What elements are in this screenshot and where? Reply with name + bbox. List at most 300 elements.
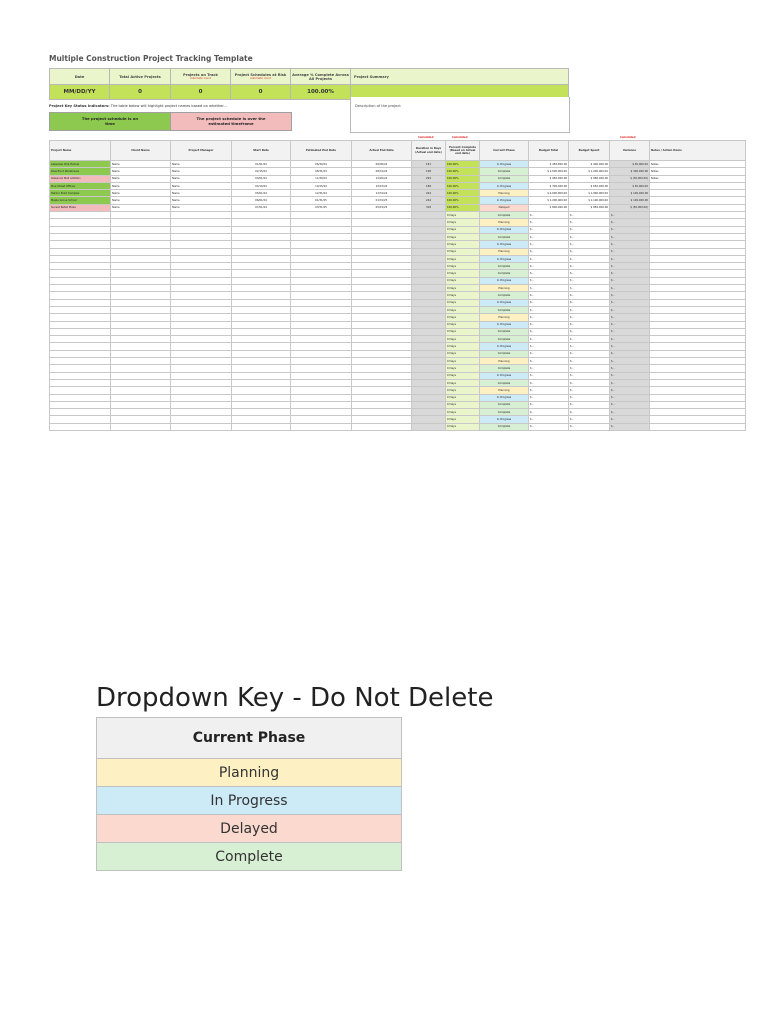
table-cell[interactable] [232,292,291,299]
table-cell[interactable] [352,358,412,365]
table-cell[interactable]: $ - [569,255,610,262]
table-cell[interactable] [650,226,746,233]
table-cell[interactable] [291,299,352,306]
table-cell[interactable]: In Progress [480,343,529,350]
table-cell[interactable]: Name [171,168,232,175]
table-cell[interactable] [111,277,171,284]
table-cell[interactable] [650,299,746,306]
table-cell[interactable] [232,409,291,416]
table-cell[interactable]: 06/30/24 [352,161,412,168]
table-cell[interactable] [291,292,352,299]
table-cell[interactable] [352,233,412,240]
table-cell[interactable] [232,423,291,430]
table-cell[interactable]: 12/20/24 [352,175,412,182]
table-cell[interactable] [291,379,352,386]
table-cell[interactable] [291,255,352,262]
table-cell[interactable]: 12/31/24 [291,190,352,197]
table-cell[interactable] [291,233,352,240]
table-cell[interactable]: $ - [569,328,610,335]
table-cell[interactable] [232,321,291,328]
table-cell[interactable] [50,248,111,255]
table-cell[interactable] [111,314,171,321]
table-cell[interactable] [352,372,412,379]
table-cell[interactable] [171,314,232,321]
table-cell[interactable] [291,248,352,255]
table-cell[interactable] [50,350,111,357]
table-cell[interactable]: Complete [480,336,529,343]
table-cell[interactable] [50,233,111,240]
table-cell[interactable] [111,299,171,306]
table-cell[interactable] [232,401,291,408]
table-cell[interactable]: $ - [529,299,569,306]
table-cell[interactable]: Complete [480,175,529,182]
table-cell[interactable] [352,277,412,284]
table-cell[interactable]: 05/15/25 [352,204,412,211]
table-cell[interactable] [650,328,746,335]
table-cell[interactable] [111,409,171,416]
table-cell[interactable] [232,387,291,394]
table-cell[interactable] [650,379,746,386]
table-cell[interactable]: 01/31/25 [352,197,412,204]
table-cell[interactable] [111,336,171,343]
table-cell[interactable] [232,263,291,270]
table-cell[interactable]: Complete [480,409,529,416]
table-cell[interactable]: $ - [529,255,569,262]
table-cell[interactable] [352,387,412,394]
table-cell[interactable]: $ - [569,409,610,416]
table-cell[interactable] [352,219,412,226]
table-cell[interactable]: Notes [650,161,746,168]
table-cell[interactable] [650,233,746,240]
table-cell[interactable]: $ - [569,394,610,401]
table-cell[interactable]: $ - [569,219,610,226]
table-cell[interactable] [352,270,412,277]
table-cell[interactable] [111,248,171,255]
table-cell[interactable] [291,212,352,219]
table-cell[interactable] [111,343,171,350]
table-cell[interactable] [352,299,412,306]
table-cell[interactable]: $ - [529,365,569,372]
table-cell[interactable] [650,285,746,292]
table-cell[interactable]: $ - [569,416,610,423]
table-cell[interactable] [50,321,111,328]
table-cell[interactable]: Complete [480,168,529,175]
table-cell[interactable] [50,379,111,386]
table-cell[interactable]: 10/15/24 [291,182,352,189]
table-cell[interactable] [352,241,412,248]
table-cell[interactable] [232,350,291,357]
table-cell[interactable] [50,358,111,365]
table-cell[interactable] [352,255,412,262]
table-cell[interactable] [50,270,111,277]
table-cell[interactable]: In Progress [480,161,529,168]
table-cell[interactable]: Planning [480,190,529,197]
table-cell[interactable] [50,219,111,226]
table-cell[interactable]: Complete [480,270,529,277]
table-cell[interactable]: 11/30/24 [291,175,352,182]
table-cell[interactable] [650,394,746,401]
table-cell[interactable]: $ - [529,233,569,240]
table-cell[interactable] [291,409,352,416]
table-cell[interactable] [111,394,171,401]
table-cell[interactable]: Name [111,197,171,204]
table-cell[interactable] [232,365,291,372]
table-cell[interactable] [111,241,171,248]
table-cell[interactable]: $ - [569,306,610,313]
table-cell[interactable] [650,423,746,430]
table-cell[interactable]: $ - [529,401,569,408]
table-cell[interactable] [111,358,171,365]
table-cell[interactable]: $ - [569,336,610,343]
table-cell[interactable] [352,394,412,401]
table-cell[interactable]: $ - [529,379,569,386]
table-cell[interactable] [171,285,232,292]
table-cell[interactable] [650,292,746,299]
table-cell[interactable]: Planning [480,387,529,394]
table-cell[interactable] [291,358,352,365]
table-cell[interactable]: $ - [569,226,610,233]
table-cell[interactable] [352,336,412,343]
table-cell[interactable] [650,306,746,313]
table-cell[interactable] [291,285,352,292]
table-cell[interactable]: $ - [529,270,569,277]
table-cell[interactable]: Name [111,161,171,168]
table-cell[interactable] [291,387,352,394]
table-cell[interactable] [232,358,291,365]
table-cell[interactable]: $ - [569,263,610,270]
table-cell[interactable]: In Progress [480,321,529,328]
table-cell[interactable]: 03/01/24 [232,175,291,182]
table-cell[interactable] [171,241,232,248]
table-cell[interactable] [171,299,232,306]
table-cell[interactable] [171,372,232,379]
table-cell[interactable] [50,423,111,430]
table-cell[interactable]: $ - [569,321,610,328]
table-cell[interactable] [232,226,291,233]
table-cell[interactable]: 12/31/24 [352,190,412,197]
table-cell[interactable]: In Progress [480,277,529,284]
table-cell[interactable] [111,350,171,357]
table-cell[interactable] [50,306,111,313]
table-cell[interactable] [650,350,746,357]
table-cell[interactable]: $ 1,500,000.00 [529,168,569,175]
table-cell[interactable]: $ 2,000,000.00 [529,190,569,197]
table-cell[interactable] [50,343,111,350]
table-cell[interactable] [352,423,412,430]
table-cell[interactable] [50,372,111,379]
table-cell[interactable] [352,285,412,292]
table-cell[interactable]: In Progress [480,372,529,379]
table-cell[interactable]: In Progress [480,182,529,189]
table-cell[interactable] [50,328,111,335]
table-cell[interactable] [111,212,171,219]
table-cell[interactable] [171,409,232,416]
table-cell[interactable]: $ - [529,394,569,401]
table-cell[interactable] [650,182,746,189]
table-cell[interactable] [650,343,746,350]
table-cell[interactable]: $ 400,000.00 [569,161,610,168]
table-cell[interactable] [232,372,291,379]
table-cell[interactable]: 05/01/24 [232,190,291,197]
table-cell[interactable] [352,248,412,255]
table-cell[interactable] [50,226,111,233]
table-cell[interactable]: $ 850,000.00 [569,204,610,211]
table-cell[interactable] [171,321,232,328]
table-cell[interactable]: 01/01/24 [232,161,291,168]
table-cell[interactable]: In Progress [480,241,529,248]
table-cell[interactable]: 06/30/24 [291,161,352,168]
table-cell[interactable]: $ - [569,248,610,255]
table-cell[interactable]: Complete [480,365,529,372]
table-cell[interactable]: $ - [529,343,569,350]
table-cell[interactable] [232,394,291,401]
table-cell[interactable] [232,255,291,262]
table-cell[interactable] [50,263,111,270]
table-cell[interactable] [352,321,412,328]
table-cell[interactable] [232,270,291,277]
table-cell[interactable] [291,306,352,313]
table-cell[interactable]: $ - [529,241,569,248]
table-cell[interactable]: Name [111,168,171,175]
table-cell[interactable]: Notes [650,175,746,182]
table-cell[interactable] [291,263,352,270]
table-cell[interactable]: Complete [480,233,529,240]
table-cell[interactable] [111,226,171,233]
table-cell[interactable] [291,321,352,328]
table-cell[interactable] [291,423,352,430]
table-cell[interactable]: $ - [569,212,610,219]
table-cell[interactable] [650,263,746,270]
table-cell[interactable]: $ - [569,314,610,321]
table-cell[interactable]: Name [111,190,171,197]
table-cell[interactable]: $ - [569,358,610,365]
table-cell[interactable]: Sunset Retail Plaza [50,204,111,211]
table-cell[interactable] [171,328,232,335]
table-cell[interactable]: Complete [480,350,529,357]
table-cell[interactable] [352,350,412,357]
table-cell[interactable]: $ - [569,277,610,284]
table-cell[interactable] [111,416,171,423]
table-cell[interactable]: Delayed [480,204,529,211]
table-cell[interactable]: $ 700,000.00 [529,182,569,189]
table-cell[interactable]: $ 450,000.00 [529,161,569,168]
table-cell[interactable] [111,365,171,372]
table-cell[interactable]: $ - [529,226,569,233]
table-cell[interactable] [291,372,352,379]
table-cell[interactable]: $ - [569,372,610,379]
table-cell[interactable] [111,306,171,313]
table-cell[interactable] [352,379,412,386]
table-cell[interactable]: 02/15/24 [232,168,291,175]
table-cell[interactable]: Name [111,182,171,189]
table-cell[interactable] [352,409,412,416]
table-cell[interactable] [171,306,232,313]
table-cell[interactable] [111,423,171,430]
table-cell[interactable]: $ - [569,270,610,277]
table-cell[interactable] [111,270,171,277]
table-cell[interactable]: $ - [529,358,569,365]
table-cell[interactable] [50,314,111,321]
table-cell[interactable] [291,314,352,321]
table-cell[interactable]: Name [171,204,232,211]
table-cell[interactable]: In Progress [480,226,529,233]
table-cell[interactable]: $ - [569,365,610,372]
table-cell[interactable] [232,328,291,335]
table-cell[interactable] [232,219,291,226]
table-cell[interactable]: Complete [480,212,529,219]
table-cell[interactable] [650,204,746,211]
table-cell[interactable] [232,241,291,248]
table-cell[interactable] [650,401,746,408]
table-cell[interactable] [650,387,746,394]
table-cell[interactable] [171,292,232,299]
table-cell[interactable]: $ 950,000.00 [529,175,569,182]
table-cell[interactable]: Complete [480,379,529,386]
table-cell[interactable]: $ - [529,416,569,423]
table-cell[interactable]: Name [171,175,232,182]
table-cell[interactable] [171,358,232,365]
table-cell[interactable] [650,270,746,277]
table-cell[interactable] [232,416,291,423]
table-cell[interactable] [291,365,352,372]
table-cell[interactable] [352,365,412,372]
table-cell[interactable] [352,212,412,219]
table-cell[interactable]: 03/31/25 [291,204,352,211]
table-cell[interactable]: Notes [650,168,746,175]
table-cell[interactable]: $ - [529,263,569,270]
table-cell[interactable]: $ - [569,285,610,292]
table-cell[interactable] [171,277,232,284]
table-cell[interactable] [650,409,746,416]
table-cell[interactable] [352,306,412,313]
table-cell[interactable]: Complete [480,263,529,270]
table-cell[interactable] [352,314,412,321]
table-cell[interactable] [650,212,746,219]
table-cell[interactable] [171,350,232,357]
table-cell[interactable]: 01/31/25 [291,197,352,204]
table-cell[interactable] [171,423,232,430]
table-cell[interactable]: $ - [529,277,569,284]
table-cell[interactable] [171,379,232,386]
table-cell[interactable]: 08/31/24 [291,168,352,175]
table-cell[interactable] [171,365,232,372]
table-cell[interactable] [111,219,171,226]
table-cell[interactable] [171,233,232,240]
table-cell[interactable]: 07/01/24 [232,204,291,211]
table-cell[interactable]: $ - [569,401,610,408]
table-cell[interactable] [291,394,352,401]
table-cell[interactable]: $ - [529,306,569,313]
table-cell[interactable]: 04/10/24 [232,182,291,189]
table-cell[interactable] [111,233,171,240]
table-cell[interactable]: $ - [529,350,569,357]
table-cell[interactable] [650,219,746,226]
table-cell[interactable] [171,416,232,423]
table-cell[interactable]: Complete [480,401,529,408]
table-cell[interactable] [50,401,111,408]
table-cell[interactable]: $ - [529,212,569,219]
table-cell[interactable] [50,365,111,372]
table-cell[interactable] [650,248,746,255]
table-cell[interactable] [232,233,291,240]
table-cell[interactable]: In Progress [480,394,529,401]
table-cell[interactable] [111,292,171,299]
table-cell[interactable]: Lakeview Villa Homes [50,161,111,168]
table-cell[interactable]: Complete [480,423,529,430]
table-cell[interactable]: $ 1,200,000.00 [569,168,610,175]
table-cell[interactable] [650,241,746,248]
table-cell[interactable]: $ - [529,321,569,328]
table-cell[interactable] [111,263,171,270]
table-cell[interactable] [650,365,746,372]
table-cell[interactable] [50,416,111,423]
table-cell[interactable]: $ - [529,336,569,343]
table-cell[interactable]: $ - [569,343,610,350]
table-cell[interactable] [650,416,746,423]
table-cell[interactable] [232,343,291,350]
table-cell[interactable]: $ - [529,248,569,255]
table-cell[interactable] [650,277,746,284]
table-cell[interactable] [291,270,352,277]
table-cell[interactable]: $ 1,100,000.00 [569,197,610,204]
table-cell[interactable]: $ - [569,292,610,299]
table-cell[interactable]: Name [111,204,171,211]
table-cell[interactable]: Maple Grove School [50,197,111,204]
table-cell[interactable] [352,328,412,335]
table-cell[interactable]: $ - [529,292,569,299]
table-cell[interactable] [171,387,232,394]
table-cell[interactable] [171,343,232,350]
table-cell[interactable]: $ - [529,423,569,430]
table-cell[interactable] [291,343,352,350]
table-cell[interactable] [291,328,352,335]
table-cell[interactable]: Name [171,197,232,204]
table-cell[interactable]: Riverfront Warehouse [50,168,111,175]
table-cell[interactable] [50,299,111,306]
table-cell[interactable] [232,314,291,321]
table-cell[interactable] [291,219,352,226]
table-cell[interactable]: Planning [480,219,529,226]
table-cell[interactable] [50,285,111,292]
table-cell[interactable] [352,416,412,423]
table-cell[interactable] [291,241,352,248]
table-cell[interactable] [232,306,291,313]
table-cell[interactable] [111,321,171,328]
table-cell[interactable]: Planning [480,285,529,292]
table-cell[interactable]: Complete [480,292,529,299]
table-cell[interactable]: Planning [480,314,529,321]
table-cell[interactable] [171,394,232,401]
table-cell[interactable]: Name [171,182,232,189]
table-cell[interactable]: $ 650,000.00 [569,182,610,189]
table-cell[interactable]: In Progress [480,299,529,306]
table-cell[interactable]: Pine Street Offices [50,182,111,189]
table-cell[interactable] [50,409,111,416]
table-cell[interactable]: $ - [569,241,610,248]
table-cell[interactable]: 10/15/24 [352,182,412,189]
table-cell[interactable] [232,285,291,292]
table-cell[interactable] [171,255,232,262]
table-cell[interactable] [50,292,111,299]
summary-value-date[interactable]: MM/DD/YY [50,85,110,100]
table-cell[interactable]: Name [171,190,232,197]
table-cell[interactable]: In Progress [480,197,529,204]
table-cell[interactable]: $ - [569,350,610,357]
table-cell[interactable] [352,401,412,408]
table-cell[interactable] [291,226,352,233]
table-cell[interactable] [650,358,746,365]
table-cell[interactable] [111,401,171,408]
